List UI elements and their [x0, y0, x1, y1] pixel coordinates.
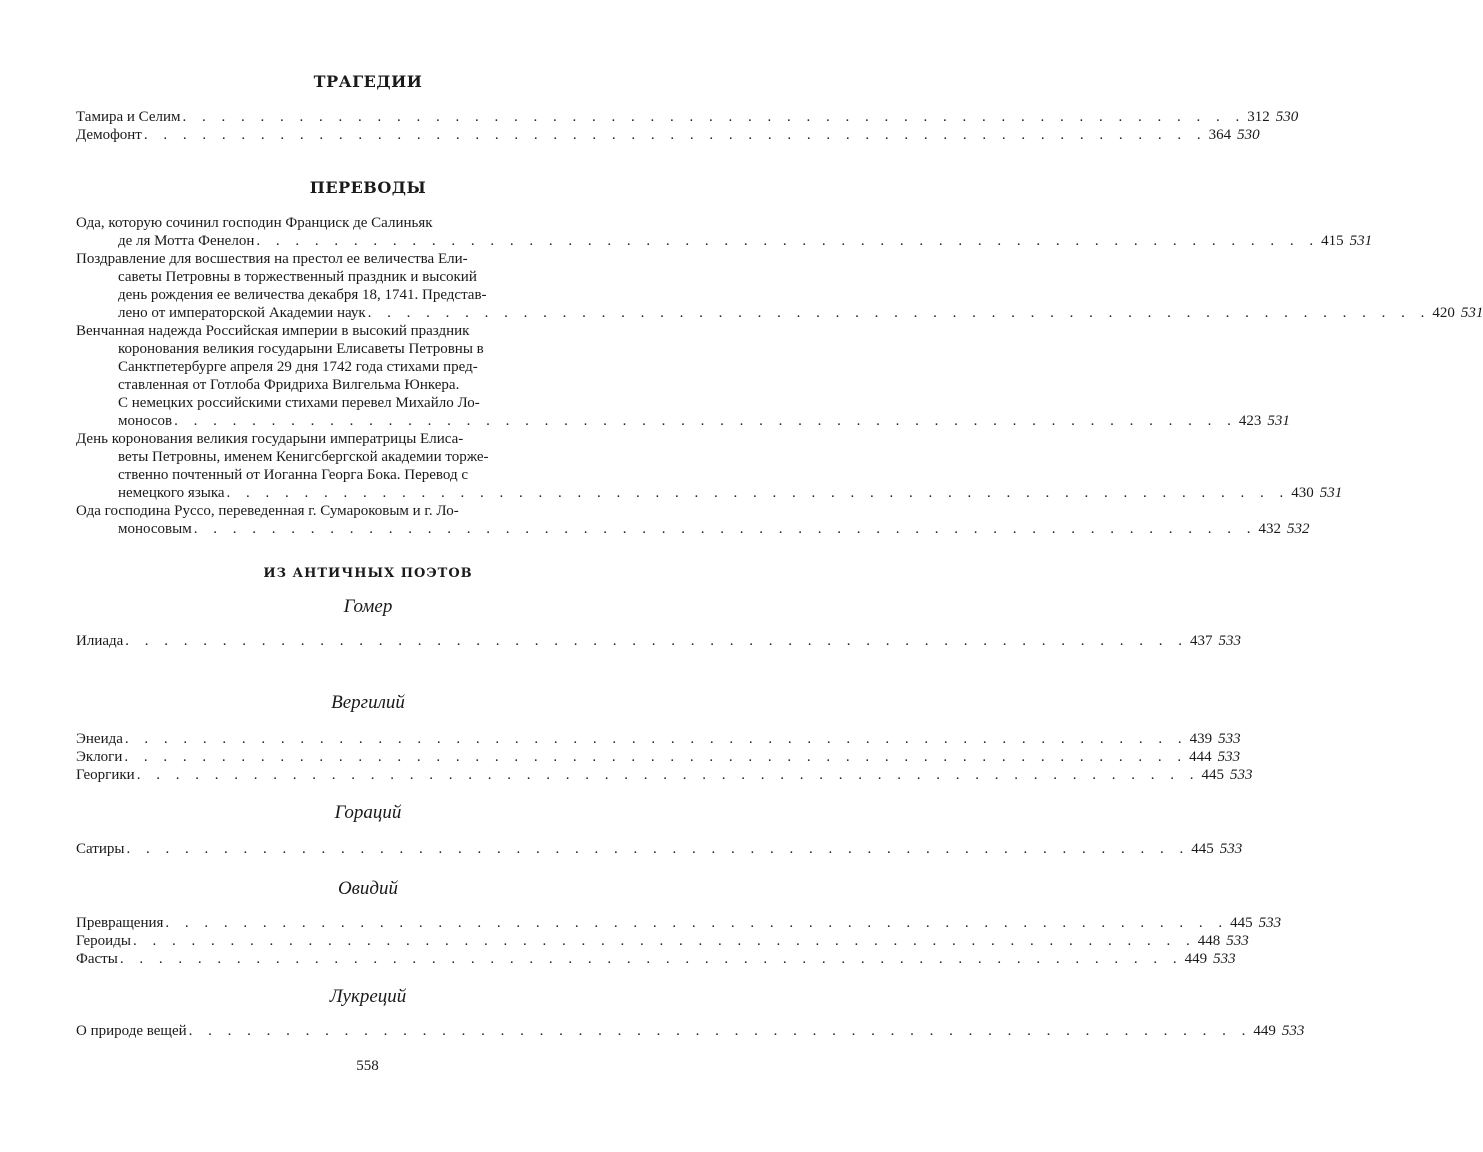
entry-page: 420	[1432, 305, 1455, 321]
entry-title: Фасты	[76, 951, 118, 967]
entry-line: Ода господина Руссо, переведенная г. Сумароковым и г. Ло-	[76, 503, 459, 519]
entry-title: Эклоги	[76, 749, 123, 765]
entry-comment-page: 530	[1237, 127, 1260, 143]
entry-line: лено от императорской Академии наук	[118, 305, 366, 321]
toc-entry	[76, 108, 1299, 126]
entry-title: Демофонт	[76, 127, 142, 143]
section-title-translations: ПЕРЕВОДЫ	[309, 178, 427, 197]
entry-line: саветы Петровны в торжественный праздник и высокий	[118, 269, 477, 285]
entry-line: ставленная от Готлоба Фридриха Вилгельма Юнкера.	[118, 377, 460, 393]
entry-line: коронования великия государыни Елисаветы Петровны в	[118, 341, 484, 357]
entry-comment-page: 533	[1218, 731, 1241, 747]
entry-line: Венчанная надежда Российская империи в высокий праздник	[76, 323, 470, 339]
entry-page: 437	[1190, 633, 1213, 649]
entry-page: 423	[1238, 413, 1262, 429]
toc-entry	[76, 1022, 1305, 1040]
entry-page: 415	[1321, 233, 1344, 249]
toc-entry	[76, 502, 1310, 538]
entry-comment-page: 533	[1258, 915, 1282, 931]
author-heading: Гомер	[343, 596, 393, 617]
toc-entry	[76, 914, 1282, 968]
entry-line: немецкого языка	[118, 485, 225, 501]
entry-comment-page: 531	[1460, 305, 1483, 321]
entry-page: 449	[1184, 951, 1208, 967]
entry-comment-page: 533	[1213, 951, 1236, 967]
entry-title: Героиды	[76, 933, 131, 949]
entry-page: 444	[1189, 749, 1212, 765]
entry-page: 439	[1189, 731, 1213, 747]
entry-comment-page: 533	[1281, 1023, 1305, 1039]
toc-entry	[76, 430, 1343, 502]
toc-entry	[76, 840, 1243, 858]
entry-line: Санктпетербурге апреля 29 дня 1742 года стихами пред-	[118, 359, 478, 375]
entry-line: Ода, которую сочинил господин Франциск де Салиньяк	[76, 215, 433, 231]
entry-comment-page: 533	[1229, 767, 1253, 783]
entry-line: С немецких российскими стихами перевел Михайло Ло-	[118, 395, 480, 411]
toc-entry	[76, 632, 1242, 650]
entry-line: ственно почтенный от Иоганна Георга Бока. Перевод с	[118, 467, 469, 483]
entry-page: 364	[1208, 127, 1232, 143]
entry-line: де ля Мотта Фенелон	[118, 233, 255, 249]
entry-line: моносов	[118, 413, 173, 429]
author-heading: Лукреций	[329, 986, 407, 1007]
entry-title: Энеида	[76, 731, 123, 747]
entry-comment-page: 530	[1275, 109, 1299, 125]
toc-entry	[76, 214, 1373, 250]
entry-line: день рождения ее величества декабря 18, 1741. Представ-	[118, 287, 487, 303]
entry-line: веты Петровны, именем Кенигсбергской академии торже-	[118, 449, 489, 465]
entry-page: 445	[1191, 841, 1214, 857]
toc-entry	[76, 126, 1260, 144]
entry-page: 445	[1230, 915, 1253, 931]
entry-page: 312	[1247, 109, 1270, 125]
entry-title: Сатиры	[76, 841, 125, 857]
section-title-antique: ИЗ АНТИЧНЫХ ПОЭТОВ	[263, 566, 473, 581]
page-number: 558	[356, 1058, 379, 1074]
entry-comment-page: 533	[1219, 841, 1243, 857]
entry-comment-page: 531	[1267, 413, 1290, 429]
author-heading: Овидий	[337, 878, 399, 899]
entry-comment-page: 531	[1349, 233, 1373, 249]
entry-page: 448	[1197, 933, 1221, 949]
entry-title: Георгики	[76, 767, 135, 783]
toc-entry	[76, 730, 1253, 784]
entry-page: 430	[1291, 485, 1314, 501]
entry-line: День коронования великия государыни императрицы Елиса-	[76, 431, 464, 447]
toc-entry	[76, 322, 1290, 430]
entry-line: моносовым	[118, 521, 192, 537]
entry-page: 432	[1258, 521, 1281, 537]
entry-comment-page: 531	[1319, 485, 1343, 501]
entry-title: Превращения	[76, 915, 164, 931]
entry-comment-page: 533	[1226, 933, 1249, 949]
author-heading: Вергилий	[331, 692, 405, 713]
toc-entry	[76, 250, 1483, 322]
entry-page: 445	[1201, 767, 1224, 783]
entry-line: Поздравление для восшествия на престол ее величества Ели-	[76, 251, 468, 267]
entry-comment-page: 533	[1217, 749, 1241, 765]
entry-page: 449	[1253, 1023, 1276, 1039]
entry-title: О природе вещей	[76, 1023, 187, 1039]
entry-comment-page: 532	[1286, 521, 1310, 537]
entry-comment-page: 533	[1218, 633, 1242, 649]
author-heading: Гораций	[334, 802, 402, 823]
entry-title: Илиада	[76, 633, 124, 649]
section-title-tragedies: ТРАГЕДИИ	[313, 72, 423, 91]
entry-title: Тамира и Селим	[76, 109, 181, 125]
